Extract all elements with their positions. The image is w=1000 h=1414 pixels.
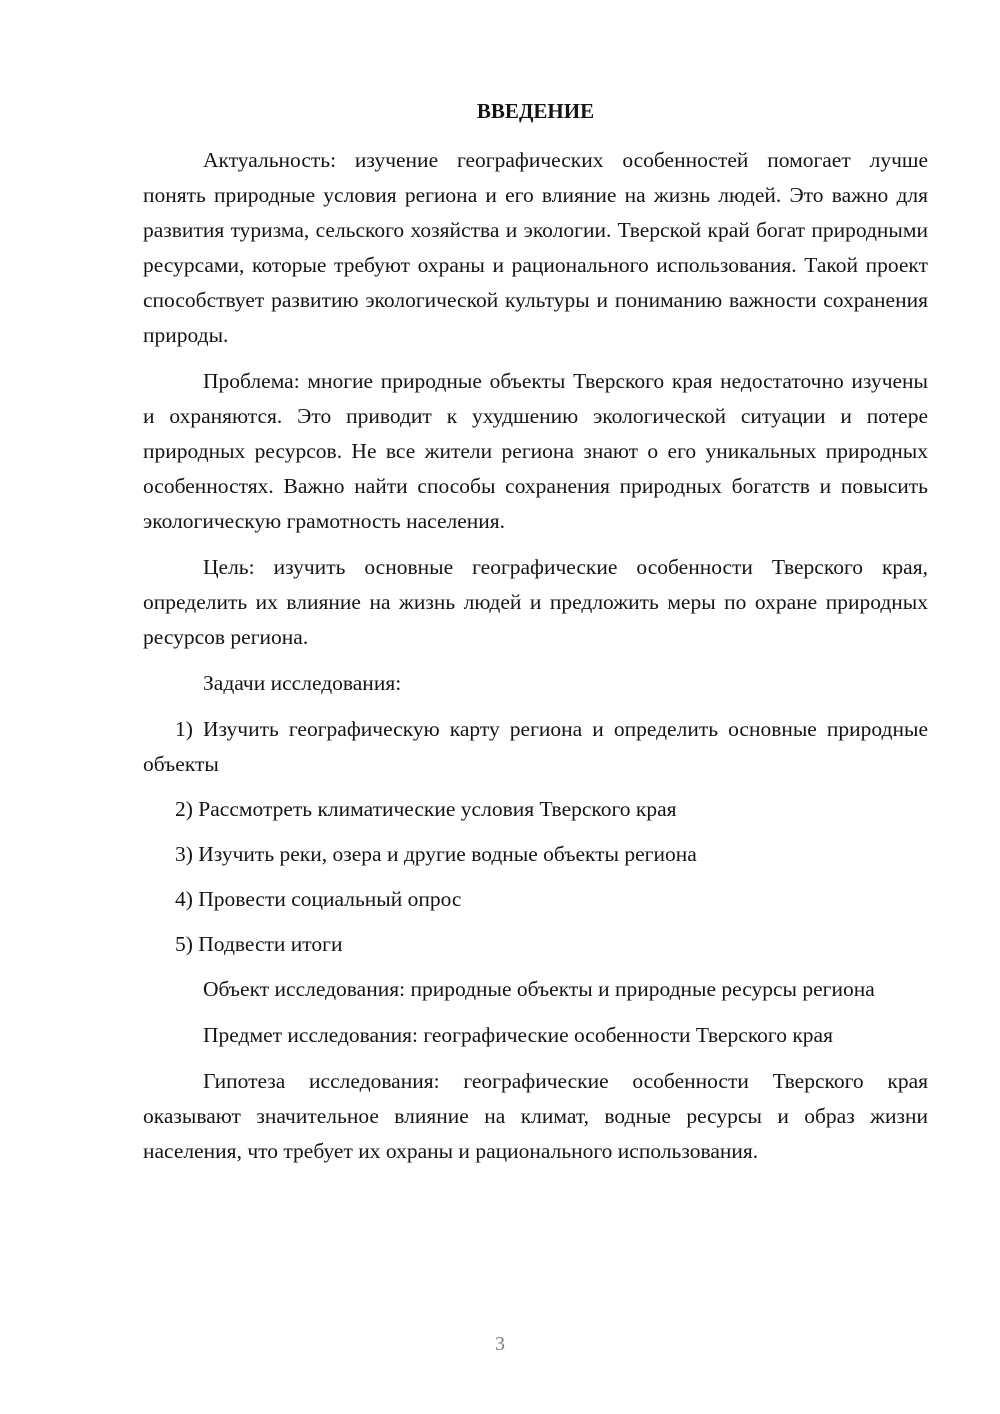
document-page bbox=[143, 96, 928, 1180]
problem-paragraph: Проблема: многие природные объекты Тверского края недостаточно изучены и охраняются. Это приводит к ухудшению экологической ситуации и потере природных ресурсов. Не все жители региона знают о его уникальных природных особенностях. Важно найти способы сохранения природных богатств и повысить экологическую грамотность населения. bbox=[143, 369, 928, 533]
tasks-list bbox=[143, 712, 928, 962]
hypothesis-paragraph: Гипотеза исследования: географические особенности Тверского края оказывают значительное влияние на климат, водные ресурсы и образ жизни населения, что требует их охраны и рационального использования. bbox=[143, 1069, 928, 1163]
list-item: 2) Рассмотреть климатические условия Тверского края bbox=[175, 797, 677, 821]
tasks-heading: Задачи исследования: bbox=[203, 671, 402, 695]
object-paragraph: Объект исследования: природные объекты и природные ресурсы региона bbox=[203, 977, 875, 1001]
list-item: 5) Подвести итоги bbox=[175, 932, 343, 956]
page-title: ВВЕДЕНИЕ bbox=[476, 99, 595, 123]
list-item: 1) Изучить географическую карту региона и определить основные природные объекты bbox=[143, 717, 928, 776]
subject-paragraph: Предмет исследования: географические особенности Тверского края bbox=[203, 1023, 833, 1047]
list-item: 3) Изучить реки, озера и другие водные объекты региона bbox=[175, 842, 697, 866]
goal-paragraph: Цель: изучить основные географические особенности Тверского края, определить их влияние на жизнь людей и предложить меры по охране природных ресурсов региона. bbox=[143, 555, 928, 649]
page-number: 3 bbox=[495, 1333, 505, 1355]
list-item: 4) Провести социальный опрос bbox=[175, 887, 462, 911]
relevance-paragraph: Актуальность: изучение географических особенностей помогает лучше понять природные условия региона и его влияние на жизнь людей. Это важно для развития туризма, сельского хозяйства и экологии. Тверской край богат природными ресурсами, которые требуют охраны и рационального использования. Такой проект способствует развитию экологической культуры и пониманию важности сохранения природы. bbox=[143, 148, 928, 347]
